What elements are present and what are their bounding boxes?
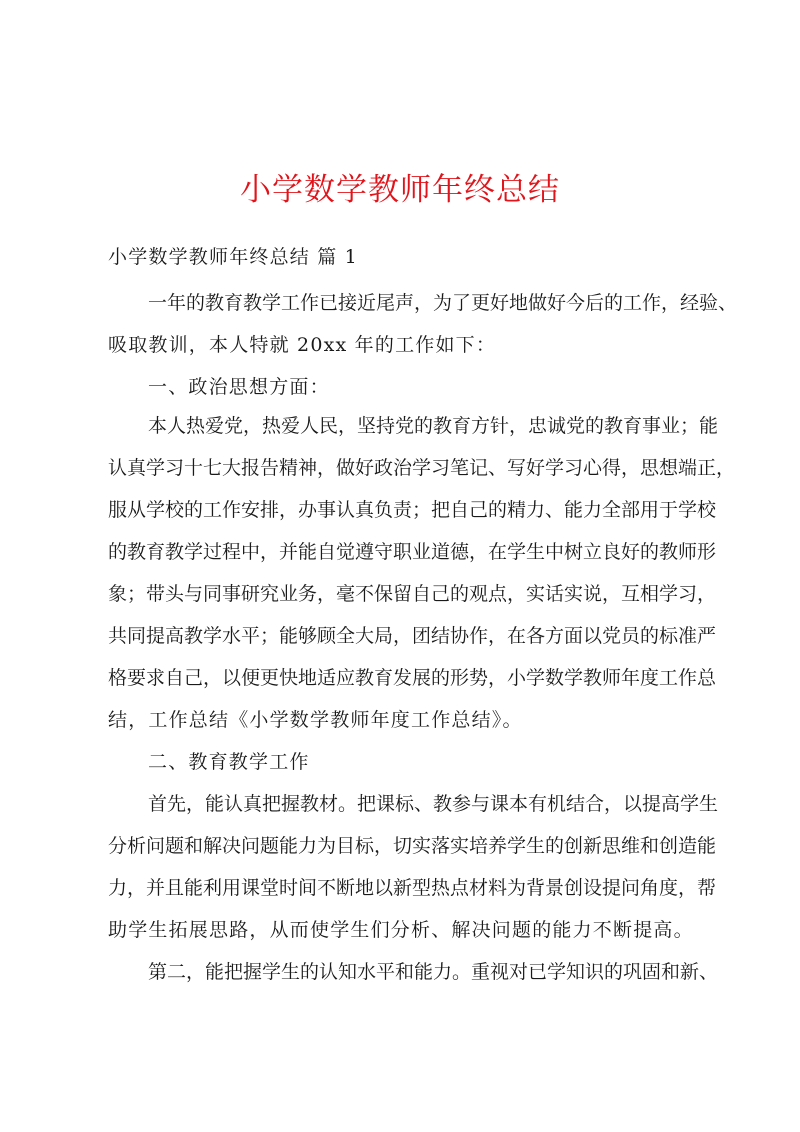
paragraph-line: 本人热爱党，热爱人民，坚持党的教育方针，忠诚党的教育事业；能	[148, 415, 719, 437]
paragraph-line: 力，并且能利用课堂时间不断地以新型热点材料为背景创设提问角度，帮	[108, 877, 717, 899]
paragraph-line: 的教育教学过程中，并能自觉遵守职业道德，在学生中树立良好的教师形	[108, 541, 717, 563]
paragraph-line: 结，工作总结《小学数学教师年度工作总结》。	[108, 709, 523, 731]
page-title: 小学数学教师年终总结	[240, 172, 560, 208]
paragraph-line: 一年的教育教学工作已接近尾声，为了更好地做好今后的工作，经验、	[148, 292, 738, 314]
paragraph-line: 服从学校的工作安排，办事认真负责；把自己的精力、能力全部用于学校	[108, 499, 717, 521]
paragraph-line: 第二，能把握学生的认知水平和能力。重视对已学知识的巩固和新、	[148, 961, 719, 983]
section-heading-politics: 一、政治思想方面：	[148, 376, 330, 398]
paragraph-line: 首先，能认真把握教材。把课标、教参与课本有机结合，以提高学生	[148, 793, 719, 815]
paragraph-line: 象；带头与同事研究业务，毫不保留自己的观点，实话实说，互相学习，	[108, 583, 717, 605]
paragraph-line: 共同提高教学水平；能够顾全大局，团结协作，在各方面以党员的标准严	[108, 625, 717, 647]
paragraph-line: 认真学习十七大报告精神，做好政治学习笔记、写好学习心得，思想端正，	[108, 457, 736, 479]
paragraph-line: 分析问题和解决问题能力为目标，切实落实培养学生的创新思维和创造能	[108, 835, 717, 857]
paragraph-line: 格要求自己，以便更快地适应教育发展的形势，小学数学教师年度工作总	[108, 667, 717, 689]
section-heading: 小学数学教师年终总结 篇 1	[108, 246, 358, 268]
paragraph-line: 助学生拓展思路，从而使学生们分析、解决问题的能力不断提高。	[108, 919, 694, 941]
paragraph-line: 吸取教训，本人特就 20xx 年的工作如下：	[108, 334, 497, 356]
section-heading-teaching: 二、教育教学工作	[148, 751, 310, 773]
